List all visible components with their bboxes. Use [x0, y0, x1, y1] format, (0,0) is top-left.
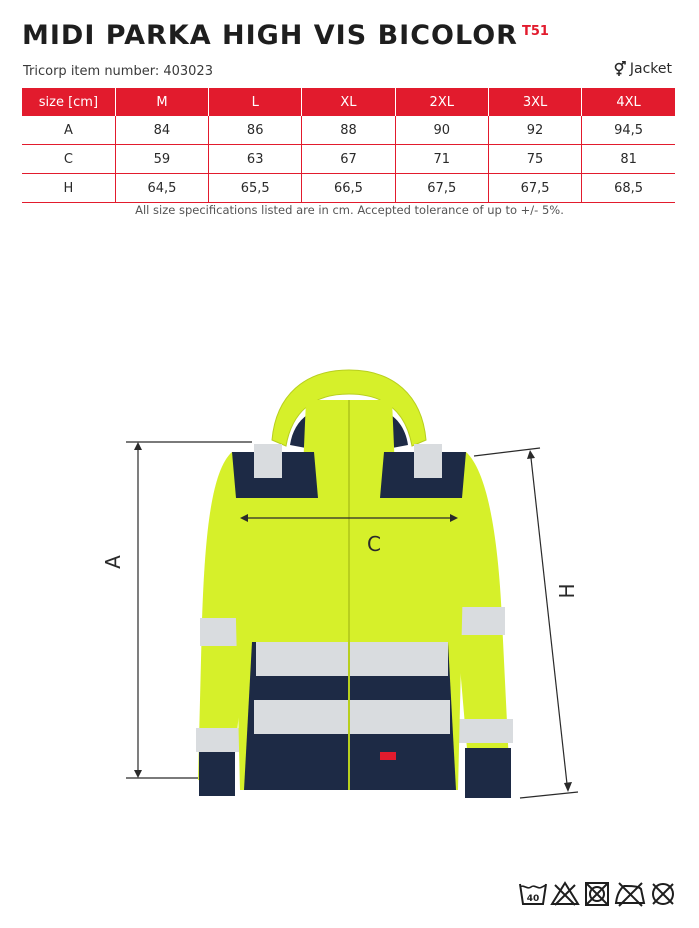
table-cell: 67,5	[488, 174, 581, 203]
no-dry-clean-icon	[648, 880, 678, 908]
table-cell: 63	[209, 145, 302, 174]
header-cell: L	[209, 88, 302, 116]
table-cell: 88	[302, 116, 395, 145]
header-cell: XL	[302, 88, 395, 116]
table-cell: C	[22, 145, 115, 174]
gender-label: Jacket	[629, 61, 672, 77]
no-tumble-dry-icon	[582, 880, 612, 908]
item-number: Tricorp item number: 403023	[23, 64, 213, 79]
table-cell: 67	[302, 145, 395, 174]
table-cell: 86	[209, 116, 302, 145]
table-cell: 65,5	[209, 174, 302, 203]
jacket-diagram	[0, 340, 699, 820]
table-row	[22, 145, 675, 174]
wash-temp: 40	[526, 894, 540, 904]
table-cell: 66,5	[302, 174, 395, 203]
product-title: MIDI PARKA HIGH VIS BICOLOR $^{T51}$	[22, 20, 549, 51]
table-cell: 92	[488, 116, 581, 145]
table-cell: 75	[488, 145, 581, 174]
header-cell: size [cm]	[22, 88, 115, 116]
table-cell: H	[22, 174, 115, 203]
table-cell: 59	[115, 145, 208, 174]
table-cell: 81	[582, 145, 675, 174]
gender-indicator	[613, 61, 672, 77]
header-cell: 2XL	[395, 88, 488, 116]
table-row	[22, 174, 675, 203]
table-cell: 84	[115, 116, 208, 145]
size-table	[22, 88, 675, 203]
label-a: A	[101, 555, 125, 569]
size-note: All size specifications listed are in cm. Accepted tolerance of up to +/- 5%.	[135, 203, 564, 217]
table-cell: 64,5	[115, 174, 208, 203]
table-cell: A	[22, 116, 115, 145]
table-cell: 90	[395, 116, 488, 145]
product-badge: T51	[521, 24, 549, 39]
no-iron-icon	[614, 880, 646, 908]
no-bleach-icon	[550, 880, 580, 908]
table-cell: 68,5	[582, 174, 675, 203]
table-row	[22, 116, 675, 145]
care-symbols	[518, 880, 678, 908]
header-cell: M	[115, 88, 208, 116]
header-cell: 3XL	[488, 88, 581, 116]
size-table-header	[22, 88, 675, 116]
label-h: H	[555, 583, 579, 599]
table-cell: 71	[395, 145, 488, 174]
header-cell: 4XL	[582, 88, 675, 116]
wash-40-icon	[518, 880, 548, 908]
label-c: C	[367, 532, 381, 556]
jacket-illustration	[196, 370, 513, 798]
table-cell: 67,5	[395, 174, 488, 203]
table-cell: 94,5	[582, 116, 675, 145]
unisex-icon	[613, 61, 627, 77]
